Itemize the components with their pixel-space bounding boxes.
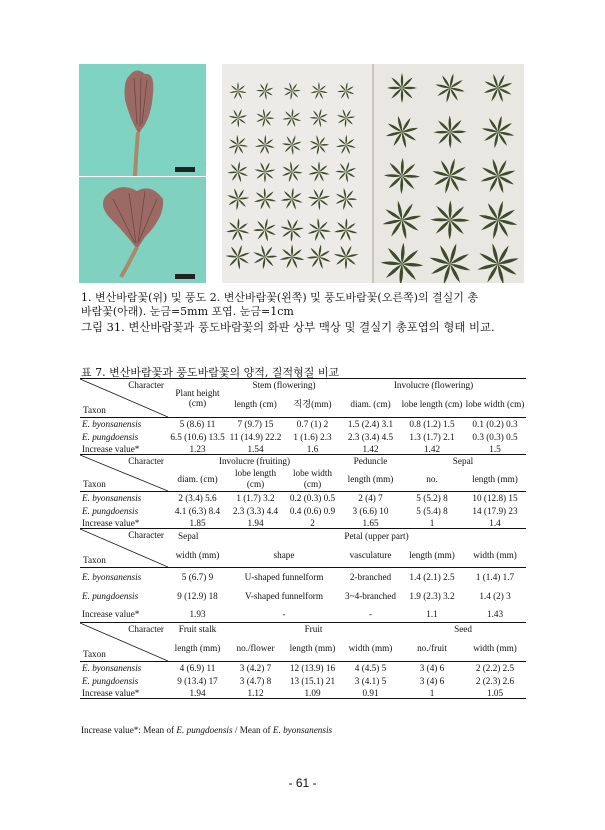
cell: 1 (429, 517, 435, 528)
corner-character: Character (128, 624, 164, 634)
sub-header: width (mm) (473, 642, 517, 653)
cell: 14 (17.9) 23 (472, 505, 518, 516)
taxon-name: E. byonsanensis (80, 568, 168, 587)
cell: 2 (2.2) 2.5 (464, 662, 526, 675)
sub-header: length (mm) (409, 549, 455, 560)
header-peduncle: Peduncle (341, 455, 400, 467)
sub-header: lobe length (cm) (234, 468, 277, 489)
corner-header (80, 623, 168, 662)
table-row (80, 675, 526, 688)
table-row (80, 607, 526, 623)
cell: 4 (4.5) 5 (341, 662, 400, 675)
cell: 1.3 (1.7) 2.1 (409, 431, 455, 442)
cell: 3 (4) 6 (419, 675, 445, 686)
table-row (80, 492, 526, 505)
cell: 1 (1.7) 3.2 (227, 492, 284, 505)
cell: 1.5 (2.4) 3.1 (341, 418, 400, 431)
cell: 1.05 (464, 688, 526, 699)
footnote-taxon: E. pungdoensis (176, 725, 233, 735)
cell: 5 (5.4) 8 (416, 505, 448, 516)
cell: 5 (6.7) 9 (168, 568, 227, 587)
cell: 1.4 (2) 3 (479, 591, 511, 602)
bract-rosette (387, 73, 417, 103)
header-petal: Petal (upper part) (227, 529, 526, 543)
header-sepal: Sepal (168, 529, 227, 543)
cell: 1.09 (284, 688, 341, 699)
corner-character: Character (128, 456, 164, 466)
cell: 5 (5.2) 8 (400, 492, 464, 505)
sub-header: width (mm) (473, 549, 517, 560)
table-row (80, 418, 526, 431)
cell: 0.1 (0.2) 0.3 (464, 418, 526, 431)
table-row (80, 688, 526, 699)
cell: 0.3 (0.3) 0.5 (472, 431, 518, 442)
cell: 1 (1.4) 1.7 (464, 568, 526, 587)
comparison-table (80, 378, 526, 699)
table-row (80, 444, 526, 455)
sub-header: vasculature (349, 549, 392, 560)
cell: 4.1 (6.3) 8.4 (174, 505, 221, 516)
photo-involucre-bracts (222, 64, 524, 283)
taxon-name: E. byonsanensis (80, 662, 168, 675)
header-sepal: Sepal (400, 455, 526, 467)
cell: 10 (12.8) 15 (464, 492, 526, 505)
cell: 1.6 (306, 443, 319, 454)
cell: 0.4 (0.6) 0.9 (289, 505, 336, 516)
header-involucre-fruiting: Involucre (fruiting) (168, 455, 341, 467)
cell: V-shaped funnelform (245, 591, 323, 602)
header-involucre-flowering: Involucre (flowering) (341, 379, 526, 391)
header-seed: Seed (400, 623, 526, 635)
figure-caption-title: 그림 31. 변산바람꽃과 풍도바람꽃의 화판 상부 맥상 및 결실기 총포엽의 형태 비교. (81, 320, 495, 334)
increase-label: Increase value* (82, 443, 140, 454)
sub-header: length (mm) (289, 642, 336, 653)
table-row (80, 505, 526, 518)
cell: 1.4 (2.1) 2.5 (400, 568, 464, 587)
cell: 1.93 (189, 609, 206, 619)
cell: U-shaped funnelform (227, 568, 341, 587)
corner-taxon: Taxon (83, 554, 106, 565)
corner-header (80, 529, 168, 568)
cell: 1.42 (423, 443, 441, 454)
corner-taxon: Taxon (83, 478, 106, 489)
cell: 2 (2.3) 2.6 (475, 675, 515, 686)
cell: 0.2 (0.3) 0.5 (284, 492, 341, 505)
footnote-text: / Mean of (232, 725, 273, 735)
page-number: - 61 - (288, 776, 317, 790)
cell: 1.54 (247, 443, 264, 454)
photo-petal-byonsanensis (79, 64, 206, 176)
cell: 2.3 (3.4) 4.5 (347, 431, 394, 442)
sub-header: no./fruit (417, 642, 447, 653)
corner-character: Character (128, 380, 164, 390)
table-footnote (81, 725, 332, 735)
sub-header: width (mm) (348, 642, 393, 653)
sub-header: length (mm) (347, 473, 394, 484)
cell: 1.43 (486, 609, 504, 619)
figure-caption-line2: 바람꽃(아래). 눈금=5mm 포엽. 눈금=1cm (81, 305, 294, 318)
cell: 4 (6.9) 11 (168, 662, 227, 675)
sub-header: shape (273, 549, 295, 560)
cell: 2.3 (3.3) 4.4 (232, 505, 279, 516)
corner-taxon: Taxon (83, 648, 106, 659)
cell: 1 (1.6) 2.3 (293, 431, 332, 442)
corner-header (80, 455, 168, 492)
table-row (80, 662, 526, 675)
cell: 1 (400, 688, 464, 699)
cell: 3 (4.1) 5 (354, 675, 387, 686)
cell: 2 (3.4) 5.6 (168, 492, 227, 505)
taxon-name: E. pungdoensis (82, 431, 139, 442)
cell: 2 (310, 517, 315, 528)
table-row (80, 518, 526, 529)
cell: 3~4-branched (345, 591, 396, 602)
photo-petal-pungdoensis (79, 177, 206, 283)
header-fruit-stalk: Fruit stalk (168, 623, 227, 635)
cell: 3 (6.6) 10 (352, 505, 389, 516)
sub-header: no. (426, 473, 438, 484)
taxon-name: E. byonsanensis (80, 492, 168, 505)
sub-header: lobe width (cm) (465, 398, 525, 409)
cell: 3 (4.7) 8 (239, 675, 272, 686)
table-row (80, 568, 526, 587)
cell: - (282, 609, 286, 619)
cell: 9 (12.9) 18 (177, 591, 218, 602)
header-fruit: Fruit (227, 623, 400, 635)
table-row (80, 431, 526, 444)
taxon-name: E. pungdoensis (82, 675, 139, 686)
cell: 1.1 (426, 609, 438, 619)
cell: 1.94 (247, 517, 264, 528)
sub-header: diam. (cm) (350, 398, 391, 409)
taxon-name: E. pungdoensis (82, 505, 139, 516)
taxon-name: E. byonsanensis (80, 418, 168, 431)
cell: 5 (8.6) 11 (168, 418, 227, 431)
sub-header: 직경(mm) (293, 398, 332, 409)
cell: - (368, 609, 373, 619)
footnote-taxon: E. byonsanensis (272, 725, 333, 735)
cell: 1.9 (2.3) 3.2 (409, 591, 455, 602)
increase-label: Increase value* (82, 517, 140, 528)
cell: 11 (14.9) 22.2 (229, 431, 282, 442)
increase-label: Increase value* (80, 688, 168, 699)
sub-header: lobe length (cm) (401, 398, 463, 409)
sub-header: no./flower (236, 642, 275, 653)
cell: 1.94 (168, 688, 227, 699)
corner-header (80, 379, 168, 418)
cell: 0.7 (1) 2 (284, 418, 341, 431)
sub-header: length (mm) (472, 473, 518, 484)
cell: 2 (4) 7 (341, 492, 400, 505)
cell: 1.5 (489, 443, 501, 454)
footnote-text: Increase value*: Mean of (81, 725, 177, 735)
cell: 1.42 (362, 443, 379, 454)
increase-label: Increase value* (82, 609, 140, 619)
cell: 7 (9.7) 15 (227, 418, 284, 431)
cell: 1.12 (227, 688, 284, 699)
cell: 1.85 (189, 517, 206, 528)
corner-taxon: Taxon (83, 404, 106, 415)
sub-header: diam. (cm) (177, 473, 218, 484)
corner-character: Character (128, 530, 164, 540)
sub-header: width (mm) (175, 549, 220, 560)
cell: 13 (15.1) 21 (289, 675, 336, 686)
cell: 1.65 (362, 517, 379, 528)
sub-header: length (cm) (234, 398, 277, 409)
cell: 0.8 (1.2) 1.5 (400, 418, 464, 431)
cell: 0.91 (341, 688, 400, 699)
cell: 1.23 (189, 443, 206, 454)
table-row (80, 587, 526, 607)
header-plant-height: Plant height (cm) (168, 379, 227, 418)
cell: 3 (4.2) 7 (227, 662, 284, 675)
cell: 12 (13.9) 16 (284, 662, 341, 675)
table-title: 표 7. 변산바람꽃과 풍도바람꽃의 양적, 질적형질 비교 (81, 366, 340, 379)
header-stem: Stem (flowering) (227, 379, 341, 391)
sub-header: lobe width (cm) (292, 468, 333, 489)
cell: 2-branched (341, 568, 400, 587)
cell: 3 (4) 6 (400, 662, 464, 675)
cell: 9 (13.4) 17 (177, 675, 218, 686)
cell: 1.4 (489, 517, 501, 528)
cell: 6.5 (10.6) 13.5 (170, 431, 225, 442)
taxon-name: E. pungdoensis (82, 591, 139, 602)
figure-caption-line1: 1. 변산바람꽃(위) 및 풍도 2. 변산바람꽃(왼쪽) 및 풍도바람꽃(오른쪽)의 결실기 총 (81, 291, 478, 304)
sub-header: length (mm) (174, 642, 221, 653)
